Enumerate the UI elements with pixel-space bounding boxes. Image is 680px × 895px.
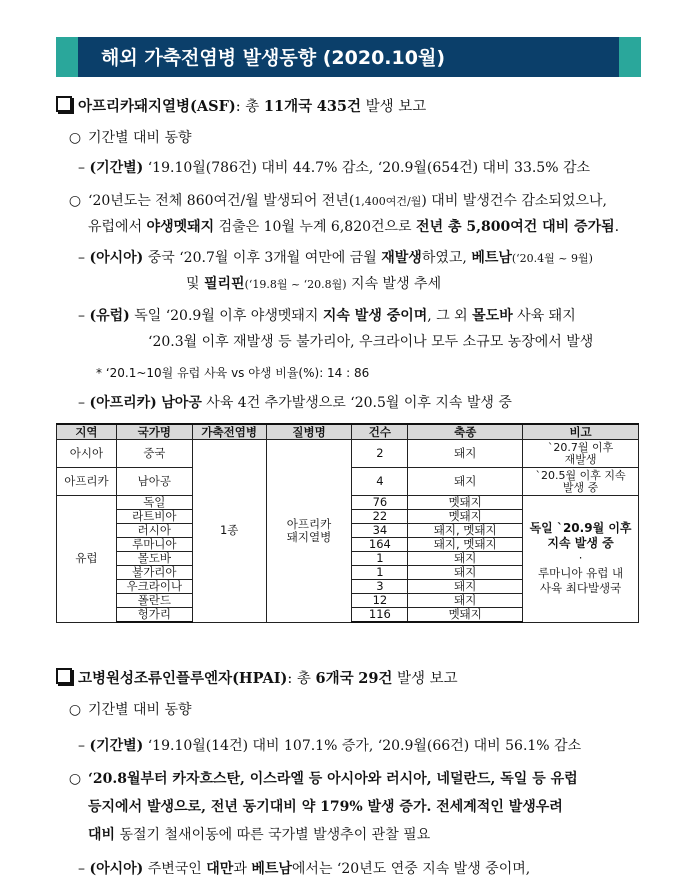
europe-note-romania: 루마니아 유럽 내 사육 최다발생국 <box>538 566 624 596</box>
count-cell: 76 <box>352 496 408 510</box>
species-cell: 돼지 <box>408 468 523 496</box>
asf-sum2-d: 전년 총 5,800여건 대비 증가됨 <box>416 219 615 235</box>
asf-europe-label: (유럽) <box>89 308 130 324</box>
dash-bullet-icon: – <box>78 861 85 877</box>
hpai-period-bullet-text: 기간별 대비 동향 <box>88 702 192 718</box>
species-cell: 돼지 <box>408 566 523 580</box>
asf-asia2-c: 지속 발생 추세 <box>346 276 442 292</box>
species-cell: 돼지 <box>408 440 523 468</box>
disease-name-cell: 아프리카 돼지열병 <box>266 440 352 623</box>
hpai-sum1: ‘20.8월부터 카자흐스탄, 이스라엘 등 아시아와 러시아, 네덜란드, 독일 등 유럽 <box>88 771 578 787</box>
asf-sum1-b: ) 대비 발생건수 감소되었으나, <box>421 193 607 209</box>
species-cell: 돼지, 멧돼지 <box>408 524 523 538</box>
dash-bullet-icon: – <box>78 395 85 411</box>
country-cell: 라트비아 <box>116 510 192 524</box>
asf-heading-tail: 발생 보고 <box>361 99 427 115</box>
hpai-heading-name: 고병원성조류인플루엔자(HPAI) <box>78 670 288 687</box>
asf-africa-b: 남아공 <box>161 395 202 411</box>
asf-asia1-small: (‘20.4월 ~ 9월) <box>511 252 593 265</box>
count-cell: 3 <box>352 580 408 594</box>
hpai-summary-line2 <box>88 796 563 816</box>
banner-right-accent <box>619 37 641 77</box>
hpai-asia-c: 과 <box>233 861 252 877</box>
asf-ratio-note: * ‘20.1~10월 유럽 사육 vs 야생 비율(%): 14 : 86 <box>96 366 370 380</box>
col-header: 축종 <box>408 424 523 440</box>
hpai-asia-e: 에서는 ‘20년도 연중 지속 발생 중이며, <box>291 861 531 877</box>
page-title: 해외 가축전염병 발생동향 (2020.10월) <box>101 47 445 69</box>
checkbox-square-icon <box>56 668 72 684</box>
dash-bullet-icon: – <box>78 160 85 176</box>
circle-bullet-icon: ○ <box>68 771 82 787</box>
hpai-summary-line3 <box>88 824 430 844</box>
asf-asia1-c: 하였고, <box>421 250 472 266</box>
asf-europe1-e: 사육 돼지 <box>512 308 576 324</box>
col-header: 비고 <box>523 424 639 440</box>
asf-asia2-small: (‘19.8월 ~ ‘20.8월) <box>244 278 347 291</box>
hpai-asia-b: 대만 <box>206 861 234 877</box>
asf-heading-cases: 435건 <box>316 98 362 115</box>
dash-bullet-icon: – <box>78 250 85 266</box>
asf-period-line <box>78 157 590 177</box>
count-cell: 2 <box>352 440 408 468</box>
count-cell: 1 <box>352 566 408 580</box>
asf-europe1-a: 독일 ‘20.9월 이후 야생멧돼지 <box>129 308 323 324</box>
species-cell: 돼지, 멧돼지 <box>408 538 523 552</box>
asf-europe-line1 <box>78 305 576 325</box>
asf-asia-line2 <box>186 273 441 293</box>
asf-asia-line1 <box>78 247 593 267</box>
count-cell: 34 <box>352 524 408 538</box>
country-cell: 몰도바 <box>116 552 192 566</box>
checkbox-square-icon <box>56 96 72 112</box>
asf-europe1-b: 지속 발생 중이며 <box>322 308 428 324</box>
country-cell: 루마니아 <box>116 538 192 552</box>
asf-sum2-a: 유럽에서 <box>88 219 147 235</box>
country-cell: 우크라이나 <box>116 580 192 594</box>
asf-summary-line1 <box>68 190 607 210</box>
col-header: 지역 <box>57 424 117 440</box>
hpai-asia-label: (아시아) <box>89 861 144 877</box>
country-cell: 독일 <box>116 496 192 510</box>
circle-bullet-icon: ○ <box>68 702 82 718</box>
region-cell: 유럽 <box>57 496 117 623</box>
species-cell: 돼지 <box>408 594 523 608</box>
hpai-asia-line <box>78 858 530 878</box>
asf-sum1-small: 1,400여건/월 <box>354 195 422 208</box>
hpai-asia-a: 주변국인 <box>143 861 207 877</box>
disease-class-cell: 1종 <box>192 440 266 623</box>
asf-europe-line2: ‘20.3월 이후 재발생 등 불가리아, 우크라이나 모두 소규모 농장에서 발생 <box>148 334 594 350</box>
asf-europe1-c: , 그 외 <box>427 308 473 324</box>
asf-period-label: (기간별) <box>89 160 144 176</box>
hpai-heading-cases: 29건 <box>358 670 393 687</box>
asf-africa-label: (아프리카) <box>89 395 157 411</box>
region-cell: 아프리카 <box>57 468 117 496</box>
title-banner <box>56 37 641 77</box>
species-cell: 멧돼지 <box>408 510 523 524</box>
note-cell: `20.5월 이후 지속 발생 중 <box>523 468 639 496</box>
asf-asia1-b: 재발생 <box>381 250 422 266</box>
col-header: 국가명 <box>116 424 192 440</box>
hpai-sum3-b: 동절기 철새이동에 따른 국가별 발생추이 관찰 필요 <box>115 827 431 843</box>
table-header-row <box>57 424 639 440</box>
banner-left-accent <box>56 37 78 77</box>
asf-asia-label: (아시아) <box>89 250 144 266</box>
asf-heading-countries: 11개국 <box>263 98 313 115</box>
hpai-heading-text: : 총 <box>287 671 316 687</box>
species-cell: 돼지 <box>408 552 523 566</box>
hpai-summary-line1 <box>68 768 578 788</box>
asf-summary-line2 <box>88 216 619 236</box>
hpai-period-line <box>78 735 581 755</box>
count-cell: 22 <box>352 510 408 524</box>
country-cell: 남아공 <box>116 468 192 496</box>
region-cell: 아시아 <box>57 440 117 468</box>
asf-heading-name: 아프리카돼지열병(ASF) <box>78 98 236 115</box>
col-header: 건수 <box>352 424 408 440</box>
dash-bullet-icon: – <box>78 738 85 754</box>
country-cell: 중국 <box>116 440 192 468</box>
asf-outbreak-table <box>56 423 639 623</box>
col-header: 가축전염병 <box>192 424 266 440</box>
asf-sum2-e: . <box>614 219 620 235</box>
table-row <box>57 440 639 468</box>
species-cell: 돼지 <box>408 580 523 594</box>
asf-sum2-c: 검출은 10월 누계 6,820건으로 <box>214 219 417 235</box>
asf-period-text: ‘19.10월(786건) 대비 44.7% 감소, ‘20.9월(654건) 대비 33.5% 감소 <box>147 160 591 176</box>
hpai-asia-d: 베트남 <box>251 861 292 877</box>
asf-asia2-a: 및 <box>186 276 204 292</box>
dash-bullet-icon: – <box>78 308 85 324</box>
species-cell: 멧돼지 <box>408 608 523 623</box>
count-cell: 164 <box>352 538 408 552</box>
circle-bullet-icon: ○ <box>68 193 82 209</box>
asf-sum2-b: 야생멧돼지 <box>146 219 215 235</box>
hpai-heading-tail: 발생 보고 <box>392 671 458 687</box>
hpai-period-bullet <box>68 699 192 719</box>
circle-bullet-icon: ○ <box>68 130 82 146</box>
asf-heading <box>56 95 426 116</box>
country-cell: 러시아 <box>116 524 192 538</box>
asf-heading-text: : 총 <box>235 99 264 115</box>
species-cell: 멧돼지 <box>408 496 523 510</box>
asf-asia1-a: 중국 ‘20.7월 이후 3개월 여만에 금월 <box>143 250 382 266</box>
europe-note-separator: · <box>578 551 583 566</box>
hpai-sum3-a: 대비 <box>88 827 116 843</box>
europe-note-cell <box>523 496 639 623</box>
asf-period-bullet-text: 기간별 대비 동향 <box>88 130 192 146</box>
country-cell: 폴란드 <box>116 594 192 608</box>
asf-africa-c: 사육 4건 추가발생으로 ‘20.5월 이후 지속 발생 중 <box>201 395 512 411</box>
europe-note-germany: 독일 `20.9월 이후 지속 발생 중 <box>529 521 632 551</box>
country-cell: 헝가리 <box>116 608 192 623</box>
hpai-period-text: ‘19.10월(14건) 대비 107.1% 증가, ‘20.9월(66건) 대비 56.1% 감소 <box>147 738 582 754</box>
asf-asia1-d: 베트남 <box>471 250 512 266</box>
count-cell: 12 <box>352 594 408 608</box>
country-cell: 불가리아 <box>116 566 192 580</box>
count-cell: 116 <box>352 608 408 623</box>
asf-asia2-b: 필리핀 <box>203 276 245 292</box>
hpai-sum2: 등지에서 발생으로, 전년 동기대비 약 179% 발생 증가. 전세계적인 발생우려 <box>88 799 563 815</box>
note-cell: `20.7월 이후 재발생 <box>523 440 639 468</box>
hpai-period-label: (기간별) <box>89 738 144 754</box>
count-cell: 1 <box>352 552 408 566</box>
hpai-heading-countries: 6개국 <box>315 670 354 687</box>
col-header: 질병명 <box>266 424 352 440</box>
hpai-heading <box>56 667 458 688</box>
asf-africa-line <box>78 392 512 412</box>
asf-sum1-a: ‘20년도는 전체 860여건/월 발생되어 전년( <box>88 193 355 209</box>
asf-europe1-d: 몰도바 <box>472 308 513 324</box>
asf-period-bullet <box>68 127 192 147</box>
count-cell: 4 <box>352 468 408 496</box>
